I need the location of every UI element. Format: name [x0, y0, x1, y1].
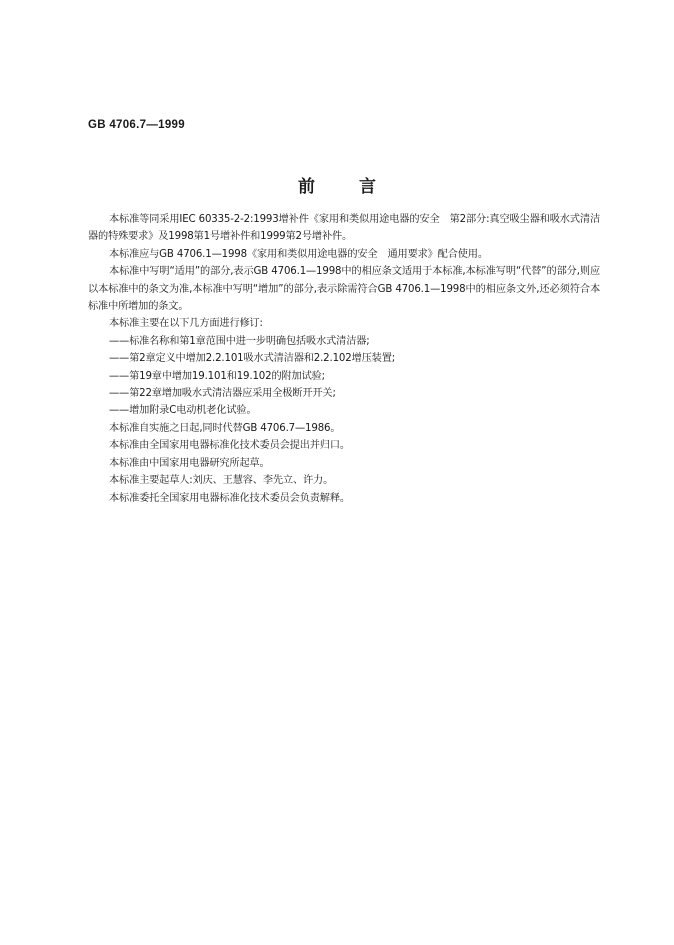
standard-code: GB 4706.7—1999: [88, 119, 185, 131]
paragraph-drafters: 本标准主要起草人:刘庆、王慧容、李先立、许力。: [109, 475, 334, 487]
paragraph-replacement: 本标准自实施之日起,同时代替GB 4706.7—1986。: [109, 422, 341, 434]
title-char-2: 言: [359, 177, 376, 197]
revision-item-5: ——增加附录C电动机老化试验。: [109, 405, 257, 417]
revision-item-4: ——第22章增加吸水式清洁器应采用全极断开开关;: [109, 388, 336, 400]
paragraph-4: 本标准主要在以下几方面进行修订:: [109, 318, 263, 330]
paragraph-drafter-org: 本标准由中国家用电器研究所起草。: [109, 457, 270, 469]
page-title: [0, 172, 674, 197]
revision-item-2: ——第2章定义中增加2.2.101吸水式清洁器和2.2.102增压装置;: [109, 353, 396, 365]
paragraph-1: 本标准等同采用IEC 60335-2-2:1993增补件《家用和类似用途电器的安全 第2部分:真空吸尘器和吸水式清洁器的特殊要求》及1998第1号增补件和1999第2号增补件。: [88, 214, 600, 243]
revision-item-3: ——第19章中增加19.101和19.102的附加试验;: [109, 370, 325, 382]
revision-item-1: ——标准名称和第1章范围中进一步明确包括吸水式清洁器;: [109, 335, 370, 347]
paragraph-proposer: 本标准由全国家用电器标准化技术委员会提出并归口。: [109, 440, 350, 452]
title-char-1: 前: [298, 177, 315, 197]
preface-body: [88, 211, 600, 507]
paragraph-2: 本标准应与GB 4706.1—1998《家用和类似用途电器的安全 通用要求》配合使用。: [109, 248, 488, 260]
paragraph-interpretation: 本标准委托全国家用电器标准化技术委员会负责解释。: [109, 492, 350, 504]
paragraph-3: 本标准中写明“适用”的部分,表示GB 4706.1—1998中的相应条文适用于本标准,本标准写明“代替”的部分,则应以本标准中的条文为准,本标准中写明“增加”的部分,表示除需符合GB 4706.1—1998中的相应条文外,还必须符合本标准中所增加的条文。: [88, 266, 600, 313]
